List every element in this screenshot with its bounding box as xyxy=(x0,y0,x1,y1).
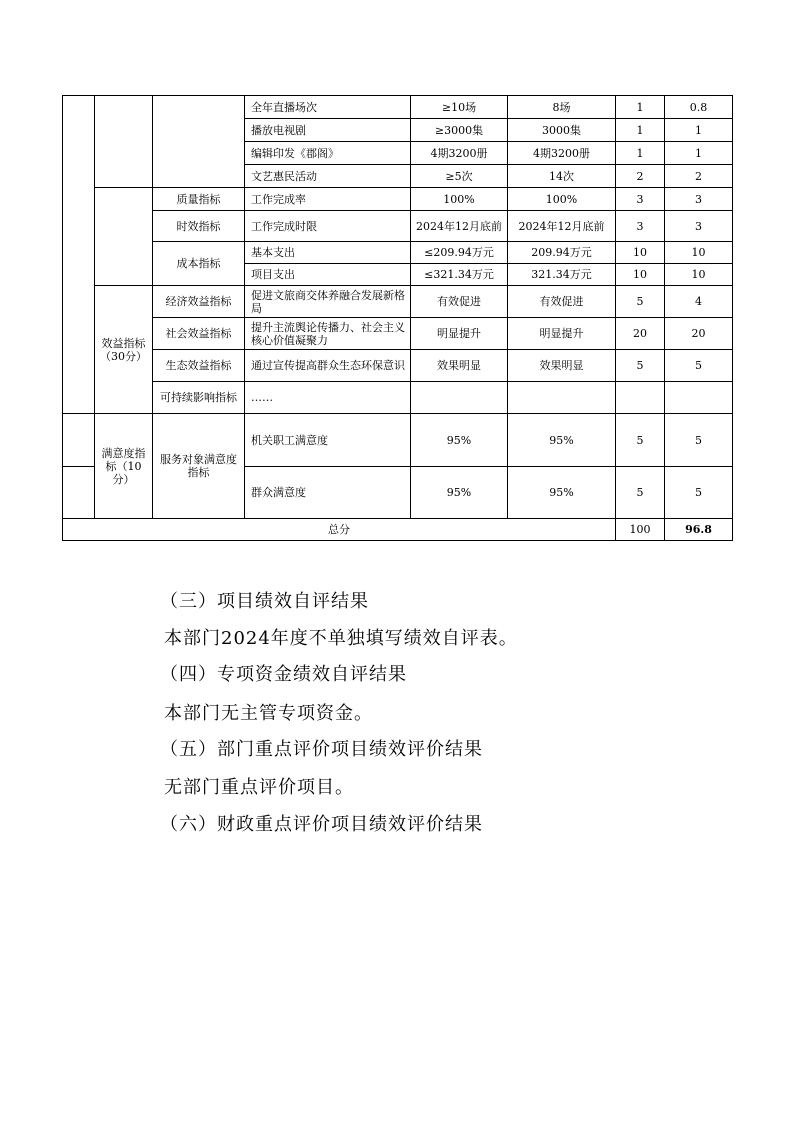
weight-cell: 20 xyxy=(616,318,665,350)
section-heading-6: （六）财政重点评价项目绩效评价结果 xyxy=(160,814,483,835)
indicator-cell: 促进文旅商交体养融合发展新格局 xyxy=(245,286,411,318)
category-cell: 服务对象满意度指标 xyxy=(153,414,245,519)
category-cell: 质量指标 xyxy=(153,188,245,211)
target-cell: ≤321.34万元 xyxy=(411,264,508,286)
indicator-cell: 提升主流舆论传播力、社会主义核心价值凝聚力 xyxy=(245,318,411,350)
target-cell xyxy=(411,382,508,414)
actual-cell: 2024年12月底前 xyxy=(508,211,616,242)
benefit-label: 效益指标（30分） xyxy=(95,286,153,414)
target-cell: ≥10场 xyxy=(411,96,508,119)
weight-cell xyxy=(616,382,665,414)
score-cell: 0.8 xyxy=(665,96,733,119)
target-cell: 效果明显 xyxy=(411,350,508,382)
blank-cell xyxy=(95,96,153,188)
indicator-cell: …… xyxy=(245,382,411,414)
category-cell: 成本指标 xyxy=(153,242,245,286)
table-row xyxy=(63,211,733,242)
target-cell: 2024年12月底前 xyxy=(411,211,508,242)
target-cell: ≥5次 xyxy=(411,165,508,188)
table-row xyxy=(63,188,733,211)
category-cell: 可持续影响指标 xyxy=(153,382,245,414)
target-cell: 明显提升 xyxy=(411,318,508,350)
weight-cell: 1 xyxy=(616,96,665,119)
weight-cell: 1 xyxy=(616,119,665,142)
total-row xyxy=(63,519,733,541)
score-cell: 20 xyxy=(665,318,733,350)
indicator-cell: 全年直播场次 xyxy=(245,96,411,119)
indicator-cell: 机关职工满意度 xyxy=(245,414,411,467)
score-cell: 2 xyxy=(665,165,733,188)
category-cell: 经济效益指标 xyxy=(153,286,245,318)
indicator-cell: 群众满意度 xyxy=(245,467,411,519)
target-cell: 4期3200册 xyxy=(411,142,508,165)
target-cell: 95% xyxy=(411,467,508,519)
target-cell: 100% xyxy=(411,188,508,211)
performance-table xyxy=(62,95,733,541)
blank-cell xyxy=(63,96,95,414)
indicator-cell: 播放电视剧 xyxy=(245,119,411,142)
score-cell: 5 xyxy=(665,350,733,382)
satisfaction-label: 满意度指标（10分） xyxy=(95,414,153,519)
weight-cell: 5 xyxy=(616,286,665,318)
target-cell: 有效促进 xyxy=(411,286,508,318)
total-score: 96.8 xyxy=(665,519,733,541)
weight-cell: 3 xyxy=(616,211,665,242)
score-cell: 5 xyxy=(665,414,733,467)
table-row xyxy=(63,286,733,318)
actual-cell: 209.94万元 xyxy=(508,242,616,264)
actual-cell: 100% xyxy=(508,188,616,211)
indicator-cell: 通过宣传提高群众生态环保意识 xyxy=(245,350,411,382)
indicator-cell: 编辑印发《郡阁》 xyxy=(245,142,411,165)
indicator-cell: 文艺惠民活动 xyxy=(245,165,411,188)
actual-cell: 321.34万元 xyxy=(508,264,616,286)
section-heading-3: （三）项目绩效自评结果 xyxy=(160,591,369,612)
section-text-3: 本部门2024年度不单独填写绩效自评表。 xyxy=(164,628,518,649)
table-row xyxy=(63,382,733,414)
target-cell: ≥3000集 xyxy=(411,119,508,142)
score-cell: 1 xyxy=(665,119,733,142)
section-heading-4: （四）专项资金绩效自评结果 xyxy=(160,664,407,685)
indicator-cell: 工作完成时限 xyxy=(245,211,411,242)
blank-cell xyxy=(63,414,95,467)
weight-cell: 10 xyxy=(616,242,665,264)
section-text-5: 无部门重点评价项目。 xyxy=(164,777,354,798)
score-cell: 3 xyxy=(665,211,733,242)
target-cell: 95% xyxy=(411,414,508,467)
blank-cell xyxy=(63,467,95,519)
actual-cell: 8场 xyxy=(508,96,616,119)
actual-cell xyxy=(508,382,616,414)
actual-cell: 95% xyxy=(508,414,616,467)
weight-cell: 2 xyxy=(616,165,665,188)
weight-cell: 5 xyxy=(616,414,665,467)
table-row xyxy=(63,414,733,467)
category-cell: 社会效益指标 xyxy=(153,318,245,350)
table-row xyxy=(63,96,733,119)
weight-cell: 10 xyxy=(616,264,665,286)
category-cell: 时效指标 xyxy=(153,211,245,242)
weight-cell: 5 xyxy=(616,350,665,382)
actual-cell: 明显提升 xyxy=(508,318,616,350)
score-cell: 4 xyxy=(665,286,733,318)
blank-cell xyxy=(95,188,153,286)
target-cell: ≤209.94万元 xyxy=(411,242,508,264)
section-text-4: 本部门无主管专项资金。 xyxy=(164,703,373,724)
score-cell: 1 xyxy=(665,142,733,165)
total-weight: 100 xyxy=(616,519,665,541)
score-cell: 10 xyxy=(665,242,733,264)
score-cell: 3 xyxy=(665,188,733,211)
weight-cell: 5 xyxy=(616,467,665,519)
table-row xyxy=(63,242,733,264)
actual-cell: 3000集 xyxy=(508,119,616,142)
actual-cell: 有效促进 xyxy=(508,286,616,318)
weight-cell: 3 xyxy=(616,188,665,211)
actual-cell: 95% xyxy=(508,467,616,519)
category-cell: 生态效益指标 xyxy=(153,350,245,382)
indicator-cell: 项目支出 xyxy=(245,264,411,286)
actual-cell: 4期3200册 xyxy=(508,142,616,165)
table-row xyxy=(63,350,733,382)
actual-cell: 14次 xyxy=(508,165,616,188)
score-cell xyxy=(665,382,733,414)
score-cell: 5 xyxy=(665,467,733,519)
indicator-cell: 工作完成率 xyxy=(245,188,411,211)
section-heading-5: （五）部门重点评价项目绩效评价结果 xyxy=(160,739,483,760)
actual-cell: 效果明显 xyxy=(508,350,616,382)
table-row xyxy=(63,318,733,350)
score-cell: 10 xyxy=(665,264,733,286)
weight-cell: 1 xyxy=(616,142,665,165)
indicator-cell: 基本支出 xyxy=(245,242,411,264)
total-label: 总分 xyxy=(63,519,616,541)
blank-cell xyxy=(153,96,245,188)
